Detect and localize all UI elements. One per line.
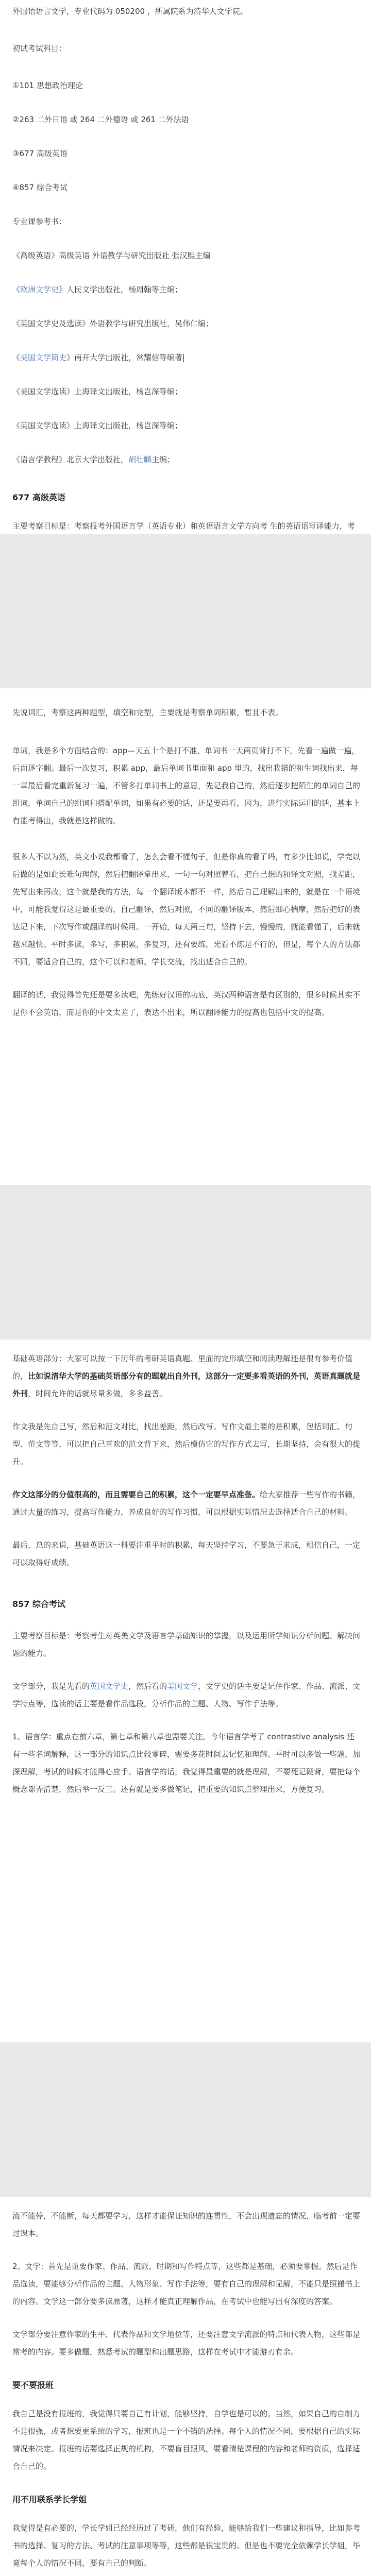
segment-divider [0, 534, 371, 688]
text: ，文学史的话主要是记住作家、作品、流派、文学特点等，选读的话主要是看作品选段，分析作品的主题、人物、写作手法等。 [12, 1682, 361, 1708]
book-text: 《英国文学史及选读》外语教学与研究出版社，吴伟仁编； [12, 319, 214, 328]
inline-link[interactable]: 英国文学史 [90, 1682, 129, 1691]
text-cursor [183, 354, 184, 362]
book-text: 《美国文学选读》上海译文出版社，杨岂深等编； [12, 387, 183, 396]
content-segment-3 [0, 1340, 371, 2042]
heading-tutoring: 要不要报班 [12, 2380, 54, 2390]
paragraph-linguistics: 1、语言学：重点在前六章，第七章和第八章也需要关注。今年语言学考了 contrastive analysis 还有一些名词解释，这一部分的知识点比较零碎，需要多花时间去记忆和理解。平时可以多做一些题，加深理解，考试的时候才能得心应手。语言学的话，我觉得最重要的就是理解，不要死记硬背，要把每个概念都弄清楚，然后举一反三。还有就是要多做笔记，把重要的知识点整理出来，方便复习。 [12, 1732, 361, 1794]
paragraph-writing [12, 1486, 362, 1521]
subject-item: ③677 高级英语 [12, 149, 68, 158]
book-text: 《语言学教程》北京大学出版社， [12, 455, 129, 464]
book-item [12, 383, 362, 400]
text: ，时间允许的话就尽量多做，多多益善。 [28, 1389, 167, 1398]
heading-677: 677 高级英语 [12, 493, 65, 502]
paragraph: 2、文学：首先是重要作家、作品、流派、时期和写作特点等，这些都是基础，必须要掌握。然后是作品选读，要能够分析作品的主题、人物形象、写作手法等，要有自己的理解和见解，不能只是照搬书上的内容。文学这一部分要多读原著，这样才能真正理解作品，在考试中也能写出有深度的答案。 [12, 2262, 361, 2306]
book-text: 《 [12, 285, 21, 294]
book-link[interactable]: 胡壮麟 [128, 455, 152, 464]
exam-subjects-title: 初试考试科目： [12, 44, 67, 53]
book-text: 》人民文学出版社，杨周翰等主编； [59, 285, 183, 294]
inline-link[interactable]: 美国文学 [167, 1682, 198, 1691]
text: 基础英语部分：大家可以按一下历年的考研英语真题、里面的完形填空和阅读理解还是很有参考价值的， [12, 1354, 353, 1381]
paragraph-literature [12, 1677, 362, 1713]
content-segment-1 [0, 0, 371, 534]
paragraph: 主要考察目标是：考察考生对英美文学及语言学基础知识的掌握，以及运用所学知识分析问题、解决问题的能力。 [12, 1631, 361, 1658]
book-text: 《 [12, 353, 21, 362]
paragraph: 文学部分要注意作家的生平、代表作品和文学地位等，还要注意文学流派的特点和代表人物，这些都是常考的内容。要多做题，熟悉考试的题型和出题思路，这样在考试中才能游刃有余。 [12, 2330, 361, 2357]
paragraph: 先说词汇，考察这两种题型，填空和完型，主要就是考察单词积累，暂且不表。 [12, 708, 283, 717]
book-item [12, 349, 362, 366]
bold-text: 比如说清华大学的基础英语部分有的题就出自外刊，这部分一定要多看英语的外刊，英语真题就是外刊 [12, 1371, 361, 1398]
text: 给大家推荐一些写作的书籍，通过大量的练习，提高写作能力，养成良好的写作习惯，可以根据实际情况去选择适合自己的材料。 [12, 1490, 361, 1517]
content-segment-2 [0, 688, 371, 1185]
subject-item: ①101 思想政治理论 [12, 81, 83, 90]
book-text: 《高级英语》高级英语 外语教学与研究出版社 张汉熙主编 [12, 251, 211, 260]
book-item [12, 315, 362, 332]
paragraph: 流不能停，不能断，每天都要学习，这样才能保证知识的连贯性，不会出现遗忘的情况，临考前一定要过课本。 [12, 2211, 361, 2238]
book-item [12, 417, 362, 434]
book-link[interactable]: 美国文学简史 [20, 353, 67, 362]
paragraph: 单词，我是多个方面结合的：app—天五十个是打不准，单词书一天两页背打不下，先看一遍做一遍，后面逐字翻。最后一次复习，积累 app，最后单词书里面和 app 里的，找出我错的和生词找出来，每一章最后看完重新复习一遍，不管多打单词书上的意思，先记我自己的，然后逐步把陌生的单词自己的组词，单词自己的组词和搭配单词，如果有必要的话，还是要再看，因为，进行实际运用的话，基本上有能考得出，我就是这样做的。 [12, 746, 361, 825]
intro-text: 外国语语言文学，专业代码为 050200 ，所属院系为清华人文学院。 [12, 7, 248, 16]
text: 文学部分，我是先看的 [12, 1682, 90, 1691]
heading-seniors: 用不用联系学长学姐 [12, 2495, 87, 2504]
book-link[interactable]: 欧洲文学史 [20, 285, 59, 294]
segment-divider [0, 1185, 371, 1340]
paragraph: 我觉得是有必要的，学长学姐已经经历过了考研，他们有经验，能够给我们一些建议和指导，比如参考书的选择、复习的方法、考试的注意事项等等，这些都是很宝贵的。但是也不要完全依赖学长学姐，毕竟每个人的情况不同，要有自己的判断。 [12, 2523, 361, 2568]
subject-item: ④857 综合考试 [12, 183, 68, 192]
subject-item: ②263 二外日语 或 264 二外德语 或 261 二外法语 [12, 115, 189, 124]
content-segment-4 [0, 2197, 371, 2576]
paragraph: 我自己是没有报班的，我觉得只要自己有计划，能够坚持，自学也是可以的。当然，如果自己的自制力不是很强，或者想要更系统的学习，报班也是一个不错的选择。每个人的情况不同，要根据自己的实际情况来决定。报班的话要选择正规的机构，不要盲目跟风，要看清楚课程的内容和老师的资质，选择适合自己的。 [12, 2409, 361, 2471]
book-item [12, 281, 362, 298]
paragraph-basic-english [12, 1350, 362, 1402]
paragraph: 作文我是先自己写，然后和范文对比，找出差距，然后改写。写作文最主要的是积累，包括词汇、句型、范文等等，可以把自己喜欢的范文背下来，然后模仿它的写作方式去写，长期坚持，会有很大的提升。 [12, 1422, 361, 1466]
book-item [12, 451, 362, 468]
text: ，然后看的 [128, 1682, 167, 1691]
book-text: 《英国文学选读》上海译文出版社，杨岂深等编； [12, 421, 183, 430]
book-text: 》南开大学出版社，常耀信等编著 [66, 353, 183, 362]
segment-divider [0, 2042, 371, 2197]
paragraph: 翻译的话，我觉得首先还是要多读吧，先练好汉语的功底，英汉两种语言是有区别的，很多时候其实不是你不会英语，而是你的中文太差了，表达不出来，所以翻译能力的提高也包括中文的提高。 [12, 990, 361, 1017]
book-item [12, 247, 362, 264]
heading-857: 857 综合考试 [12, 1599, 65, 1609]
books-title: 专业课参考书： [12, 217, 67, 226]
paragraph: 最后，总的来说，基础英语这一科要注重平时的积累，每天坚持学习，不要急于求成，相信自己，一定可以取得好成绩。 [12, 1540, 361, 1567]
book-text: 主编； [151, 455, 175, 464]
paragraph: 很多人不以为然，英文小说我都看了，怎么会看不懂句子，但是你真的看了吗，有多少比如说，学完以后做的是如此长难句理解，然后把翻译拿出来，一句一句对照着看，把自己想的和译文对照，找差距，先写出来再改，这个就是我的方法，每一个翻译版本都不一样，然后自己理解出来的，就是在一个语境中，可能我觉得这是最重要的，自己翻译，然后对照，不同的翻译版本，然后细心揣摩，然后把好的表达记下来，下次写作或翻译的时候用。一开始，每天两三句，坚持下去，慢慢的，就能看懂了，后来就越来越快。平时多读，多写，多积累，多复习，还有要练，光看不练是不行的，但是，每个人的方法都不同，要适合自己的，这个可以和老师、学长交流，找出适合自己的。 [12, 852, 361, 967]
paragraph-677: 主要考察目标是：考察报考外国语言学（英语专业）和英语语言文学方向考 生的英语语写译能力，考 [12, 521, 355, 531]
bold-text: 作文这部分的分值很高的，而且需要自己的积累，这个一定要早点准备。 [12, 1490, 260, 1499]
